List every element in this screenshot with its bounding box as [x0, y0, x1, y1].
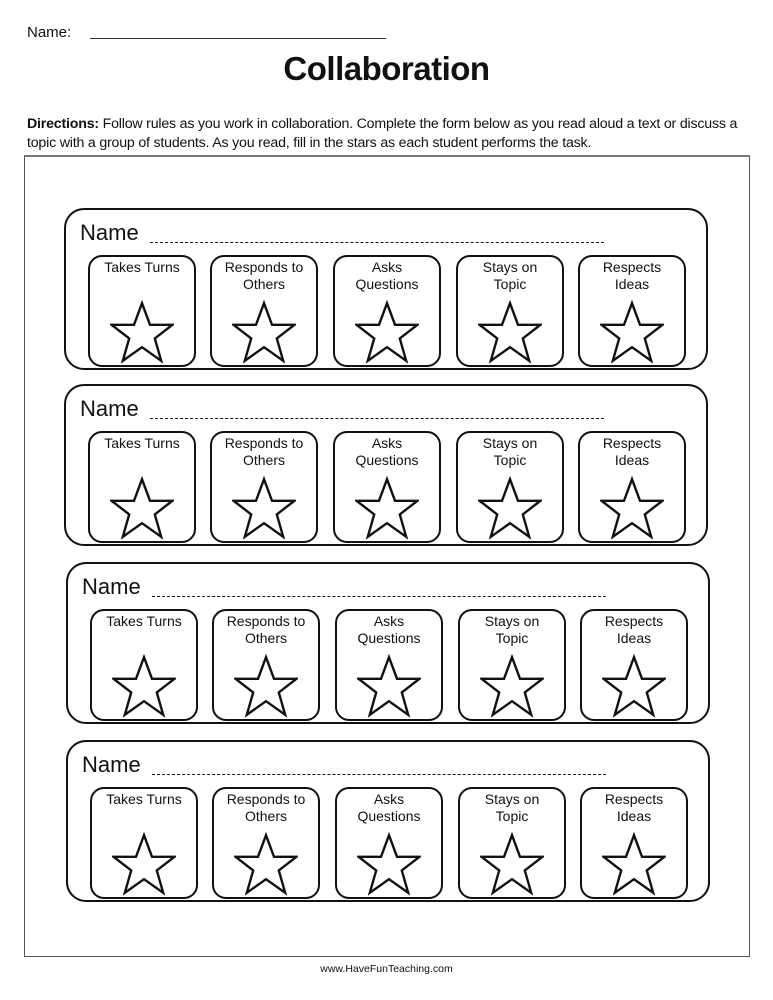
star-icon[interactable]: [478, 300, 542, 364]
task-label: Takes Turns: [106, 791, 182, 807]
star-icon[interactable]: [110, 476, 174, 540]
task-box: [333, 255, 441, 367]
card-name-line[interactable]: [150, 418, 604, 419]
task-box: [88, 255, 196, 367]
task-box: [335, 787, 443, 899]
star-icon[interactable]: [357, 832, 421, 896]
task-box: [580, 609, 688, 721]
directions: [27, 115, 757, 153]
star-icon[interactable]: [112, 832, 176, 896]
task-label: Stays on Topic: [484, 791, 540, 824]
star-icon[interactable]: [112, 654, 176, 718]
card-name-label: Name: [82, 574, 141, 599]
task-label: Stays on Topic: [482, 259, 538, 292]
card-name-label: Name: [80, 396, 139, 421]
task-box: [458, 609, 566, 721]
card-name-line[interactable]: [152, 596, 606, 597]
card-name-line[interactable]: [150, 242, 604, 243]
task-label: Responds to Others: [226, 613, 306, 646]
star-icon[interactable]: [480, 832, 544, 896]
task-label: Responds to Others: [224, 435, 304, 468]
student-card: [66, 562, 710, 724]
star-icon[interactable]: [357, 654, 421, 718]
star-icon[interactable]: [234, 832, 298, 896]
task-label: Stays on Topic: [482, 435, 538, 468]
footer-website: www.HaveFunTeaching.com: [320, 963, 453, 975]
name-line[interactable]: [90, 38, 386, 39]
page-title: Collaboration: [283, 50, 490, 87]
task-box: [333, 431, 441, 543]
task-label: Stays on Topic: [484, 613, 540, 646]
star-icon[interactable]: [600, 300, 664, 364]
star-icon[interactable]: [355, 300, 419, 364]
star-icon[interactable]: [600, 476, 664, 540]
star-icon[interactable]: [110, 300, 174, 364]
task-label: Respects Ideas: [602, 259, 662, 292]
star-icon[interactable]: [602, 654, 666, 718]
task-label: Respects Ideas: [604, 613, 664, 646]
task-box: [578, 431, 686, 543]
task-box: [578, 255, 686, 367]
student-card: [64, 208, 708, 370]
task-box: [580, 787, 688, 899]
student-card: [66, 740, 710, 902]
task-box: [210, 255, 318, 367]
task-label: Takes Turns: [104, 259, 180, 275]
card-name-label: Name: [80, 220, 139, 245]
star-icon[interactable]: [232, 476, 296, 540]
task-box: [88, 431, 196, 543]
task-box: [212, 787, 320, 899]
star-icon[interactable]: [234, 654, 298, 718]
star-icon[interactable]: [355, 476, 419, 540]
directions-label: Directions:: [27, 116, 99, 132]
task-label: Asks Questions: [355, 435, 419, 468]
task-label: Takes Turns: [106, 613, 182, 629]
task-label: Asks Questions: [357, 791, 421, 824]
student-card: [64, 384, 708, 546]
card-name-label: Name: [82, 752, 141, 777]
task-box: [456, 431, 564, 543]
star-icon[interactable]: [602, 832, 666, 896]
task-box: [90, 609, 198, 721]
directions-text: Follow rules as you work in collaboration. Complete the form below as you read aloud a text or discuss a topic with a group of students. As you read, fill in the stars as each student performs the task.: [27, 116, 738, 151]
star-icon[interactable]: [480, 654, 544, 718]
task-box: [210, 431, 318, 543]
task-label: Asks Questions: [355, 259, 419, 292]
task-label: Respects Ideas: [604, 791, 664, 824]
name-label: Name:: [27, 24, 72, 41]
task-box: [212, 609, 320, 721]
task-box: [335, 609, 443, 721]
task-label: Responds to Others: [226, 791, 306, 824]
star-icon[interactable]: [232, 300, 296, 364]
card-name-line[interactable]: [152, 774, 606, 775]
task-label: Responds to Others: [224, 259, 304, 292]
task-box: [90, 787, 198, 899]
task-box: [456, 255, 564, 367]
task-box: [458, 787, 566, 899]
task-label: Asks Questions: [357, 613, 421, 646]
task-label: Takes Turns: [104, 435, 180, 451]
star-icon[interactable]: [478, 476, 542, 540]
task-label: Respects Ideas: [602, 435, 662, 468]
